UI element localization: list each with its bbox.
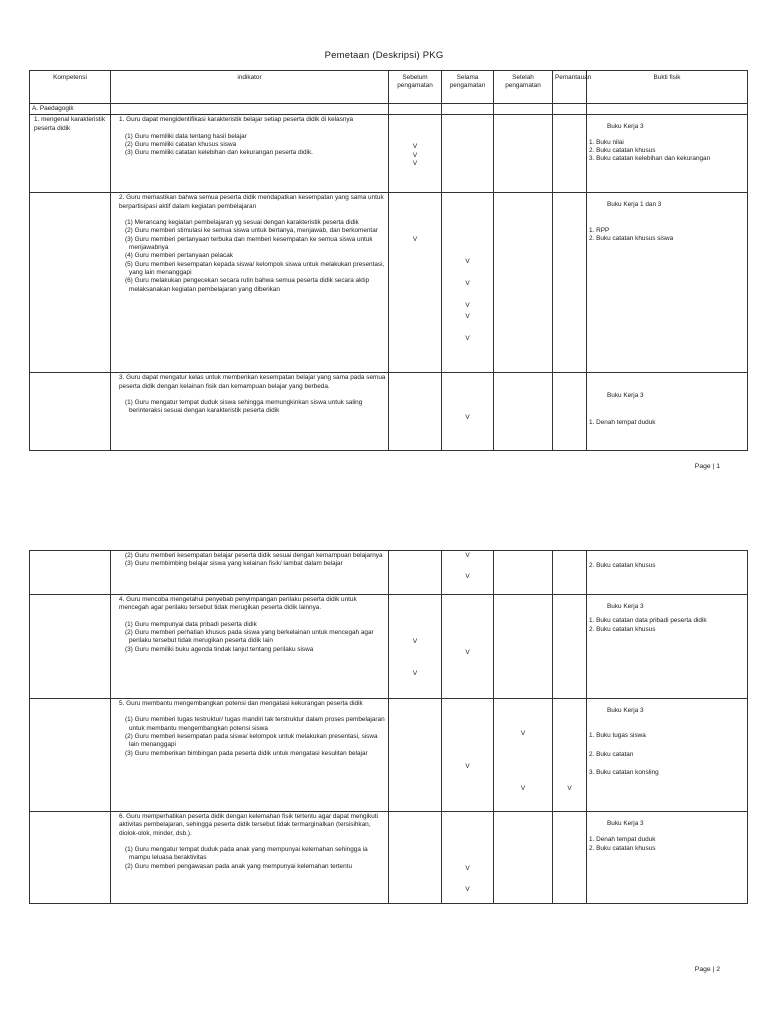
indikator-item: (2) Guru memiliki catatan khusus siswa — [125, 140, 237, 148]
indikator-item: (2) Guru memberi stimulasi ke semua siswa untuk bertanya, menjawab, dan berkomentar — [125, 227, 378, 235]
indikator-heading: 5. Guru membantu mengembangkan potensi dan mengatasi kekurangan peserta didik — [119, 700, 363, 707]
header-setelah: Setelah pengamatan — [494, 71, 553, 104]
bukti-cell — [587, 373, 748, 451]
indikator-heading: 2. Guru memastikan bahwa semua peserta didik mendapatkan kesempatan yang sama untuk berpartisipasi aktif dalam kegiatan pembelajaran — [119, 194, 384, 210]
indikator-item: (3) Guru membimbing belajar siswa yang kelainan fisik/ lambat dalam belajar — [125, 560, 343, 568]
selama-cell — [442, 193, 494, 373]
header-pemantauan: Pemantauan — [553, 71, 587, 104]
table-row — [30, 193, 748, 373]
check-mark: V — [412, 159, 418, 167]
table-row — [30, 595, 748, 699]
bukti-item: 1. Buku nilai — [589, 138, 624, 146]
check-mark: V — [412, 151, 418, 159]
check-mark: V — [465, 865, 470, 872]
indikator-heading: 3. Guru dapat mengatur kelas untuk memberikan kesempatan belajar yang sama pada semua peserta didik dengan kelainan fisik dan kemampuan belajar yang berbeda. — [119, 374, 386, 390]
indikator-cell — [111, 373, 389, 451]
sebelum-cell — [389, 193, 442, 373]
bukti-item: 3. Buku catatan kelebihan dan kekurangan — [589, 155, 711, 163]
bukti-item: 1. Buku catatan data pribadi peserta didik — [589, 617, 707, 625]
bukti-cell — [587, 812, 748, 904]
header-sebelum: Sebelum pengamatan — [389, 71, 442, 104]
table-row — [30, 699, 748, 812]
table-row — [30, 373, 748, 451]
indikator-item: (2) Guru memberi kesempatan pada siswa/ kelompok untuk melakukan presentasi, siswa lain menanggapi — [125, 732, 378, 749]
check-mark: V — [465, 886, 470, 893]
indikator-heading: 1. Guru dapat mengidentifikasi karakteristik belajar setiap peserta didik di kelasnya — [119, 116, 354, 124]
indikator-item: (3) Guru memberi pertanyaan terbuka dan memberi kesempatan ke semua siswa untuk menjawabnya — [125, 235, 373, 251]
indikator-cell — [111, 551, 389, 595]
section-label: A. Paedagogik — [30, 104, 111, 115]
indikator-cell — [111, 812, 389, 904]
indikator-item: (1) Guru mempunyai data pribadi peserta didik — [125, 620, 257, 628]
table-row — [30, 551, 748, 595]
selama-cell — [442, 595, 494, 699]
check-mark: V — [465, 763, 470, 770]
pemantauan-cell — [553, 699, 587, 812]
bukti-item: 2. Buku catatan khusus — [589, 562, 656, 569]
bukti-item: 2. Buku catatan khusus siswa — [589, 234, 674, 242]
bukti-title: Buku Kerja 3 — [607, 392, 644, 400]
indikator-item: (6) Guru melakukan pengecekan secara rutin bahwa semua peserta didik secara aktip melaksanakan kegiatan pembelajaran yang diberikan — [125, 277, 370, 293]
header-indikator: indikator — [111, 71, 389, 104]
indikator-item: (1) Guru memberi tugas testruktur/ tugas mandiri tak terstruktur dalam proses pembelajaran untuk membantu mengembangkan potensi siswa — [125, 716, 385, 732]
bukti-item: 1. Buku tugas siswa — [589, 732, 646, 740]
mapping-table-page-2 — [29, 550, 748, 904]
selama-cell — [442, 812, 494, 904]
selama-cell — [442, 551, 494, 595]
check-mark: V — [520, 730, 526, 737]
bukti-item: 1. Denah tempat duduk — [589, 418, 656, 426]
indikator-item: (1) Guru memiliki data tentang hasil belajar — [125, 132, 247, 140]
indikator-item: (1) Guru mengatur tempat duduk siswa sehingga memungkinkan siswa untuk saling berinteraksi sesuai dengan karakteristik peserta didik — [125, 398, 363, 415]
indikator-heading: 4. Guru mencoba mengetahui penyebab penyimpangan perilaku peserta didik untuk mencegah agar perilaku tersebut tidak merugikan peserta didik lainnya. — [119, 596, 357, 612]
check-mark: V — [412, 236, 418, 244]
bukti-cell — [587, 551, 748, 595]
header-bukti: Bukti fisik — [587, 71, 748, 104]
bukti-cell — [587, 193, 748, 373]
check-mark: V — [412, 670, 418, 677]
bukti-title: Buku Kerja 3 — [607, 123, 644, 131]
kompetensi-cell: 1. mengenal karakteristik peserta didik — [30, 115, 111, 193]
check-mark: V — [465, 313, 470, 321]
indikator-cell — [111, 595, 389, 699]
bukti-title: Buku Kerja 1 dan 3 — [607, 201, 662, 209]
indikator-item: (2) Guru memberi perhatian khusus pada siswa yang berkelainan untuk mencegah agar perilaku tersebut tidak merugikan peserta didik lain — [125, 628, 374, 645]
page-number: Page | 1 — [694, 463, 720, 470]
table-row — [30, 115, 748, 193]
mapping-table-page-1 — [29, 70, 748, 451]
indikator-item: (3) Guru memberikan bimbingan pada peserta didik untuk mengatasi kesulitan belajar — [125, 749, 368, 757]
indikator-cell — [111, 699, 389, 812]
indikator-item: (3) Guru memiliki catatan kelebihan dan kekurangan peserta didik. — [125, 149, 313, 157]
indikator-cell — [111, 193, 389, 373]
selama-cell — [442, 699, 494, 812]
indikator-item: (1) Merancang kegiatan pembelajaran yg sesuai dengan karakteristik peserta didik — [125, 218, 359, 226]
bukti-title: Buku Kerja 3 — [607, 707, 644, 714]
bukti-cell — [587, 699, 748, 812]
bukti-title: Buku Kerja 3 — [607, 820, 644, 827]
check-mark: V — [465, 302, 470, 310]
indikator-item: (5) Guru memberi kesempatan kepada siswa/ kelompok siswa untuk melakukan presentasi, yang lain menanggapi — [125, 260, 385, 276]
check-mark: V — [412, 143, 418, 151]
check-mark: V — [520, 785, 526, 792]
bukti-item: 2. Buku catatan khusus — [589, 146, 656, 154]
check-mark: V — [465, 649, 470, 656]
header-selama: Selama pengamatan — [442, 71, 494, 104]
bukti-cell — [587, 115, 748, 193]
table-row — [30, 812, 748, 904]
indikator-heading: 6. Guru memperhatikan peserta didik dengan kelemahan fisik tertentu agar dapat mengikuti aktivitas pembelajaran, sehingga peserta didik tersebut tidak termarginalkan (tersisihkan, diolok-olok, minder, dsb.). — [119, 813, 378, 837]
check-mark: V — [412, 638, 418, 645]
indikator-item: (2) Guru memberi pengawasan pada anak yang mempunyai kelemahan tertentu — [125, 862, 352, 870]
indikator-item: (3) Guru memiliki buku agenda tindak lanjut tentang perilaku siswa — [125, 645, 314, 653]
check-mark: V — [465, 414, 470, 422]
indikator-item: (4) Guru memberi pertanyaan pelacak — [125, 252, 233, 260]
sebelum-cell — [389, 115, 442, 193]
bukti-item: 2. Buku catatan — [589, 750, 634, 758]
document-title: Pemetaan (Deskripsi) PKG — [324, 50, 444, 61]
check-mark: V — [465, 280, 470, 288]
check-mark: V — [465, 573, 470, 580]
check-mark: V — [465, 258, 470, 266]
check-mark: V — [465, 335, 470, 343]
selama-cell — [442, 373, 494, 451]
section-row — [30, 104, 748, 115]
bukti-item: 3. Buku catatan konsling — [589, 768, 659, 776]
indikator-item: (2) Guru memberi kesempatan belajar peserta didik sesuai dengan kemampuan belajarnya — [125, 552, 383, 559]
check-mark: V — [465, 552, 470, 559]
indikator-item: (1) Guru mengatur tempat duduk pada anak yang mempunyai kelemahan sehingga ia mampu leluasa beraktivitas — [125, 845, 368, 862]
sebelum-cell — [389, 595, 442, 699]
bukti-cell — [587, 595, 748, 699]
page-number: Page | 2 — [694, 966, 720, 973]
bukti-item: 1. Denah tempat duduk — [589, 836, 656, 844]
bukti-item: 1. RPP — [589, 226, 610, 234]
indikator-cell — [111, 115, 389, 193]
bukti-item: 2. Buku catatan khusus — [589, 844, 656, 852]
header-kompetensi: Kompetensi — [30, 71, 111, 104]
check-mark: V — [567, 785, 572, 792]
setelah-cell — [494, 699, 553, 812]
table-header-row — [30, 71, 748, 104]
bukti-title: Buku Kerja 3 — [607, 603, 644, 610]
bukti-item: 2. Buku catatan khusus — [589, 625, 656, 633]
